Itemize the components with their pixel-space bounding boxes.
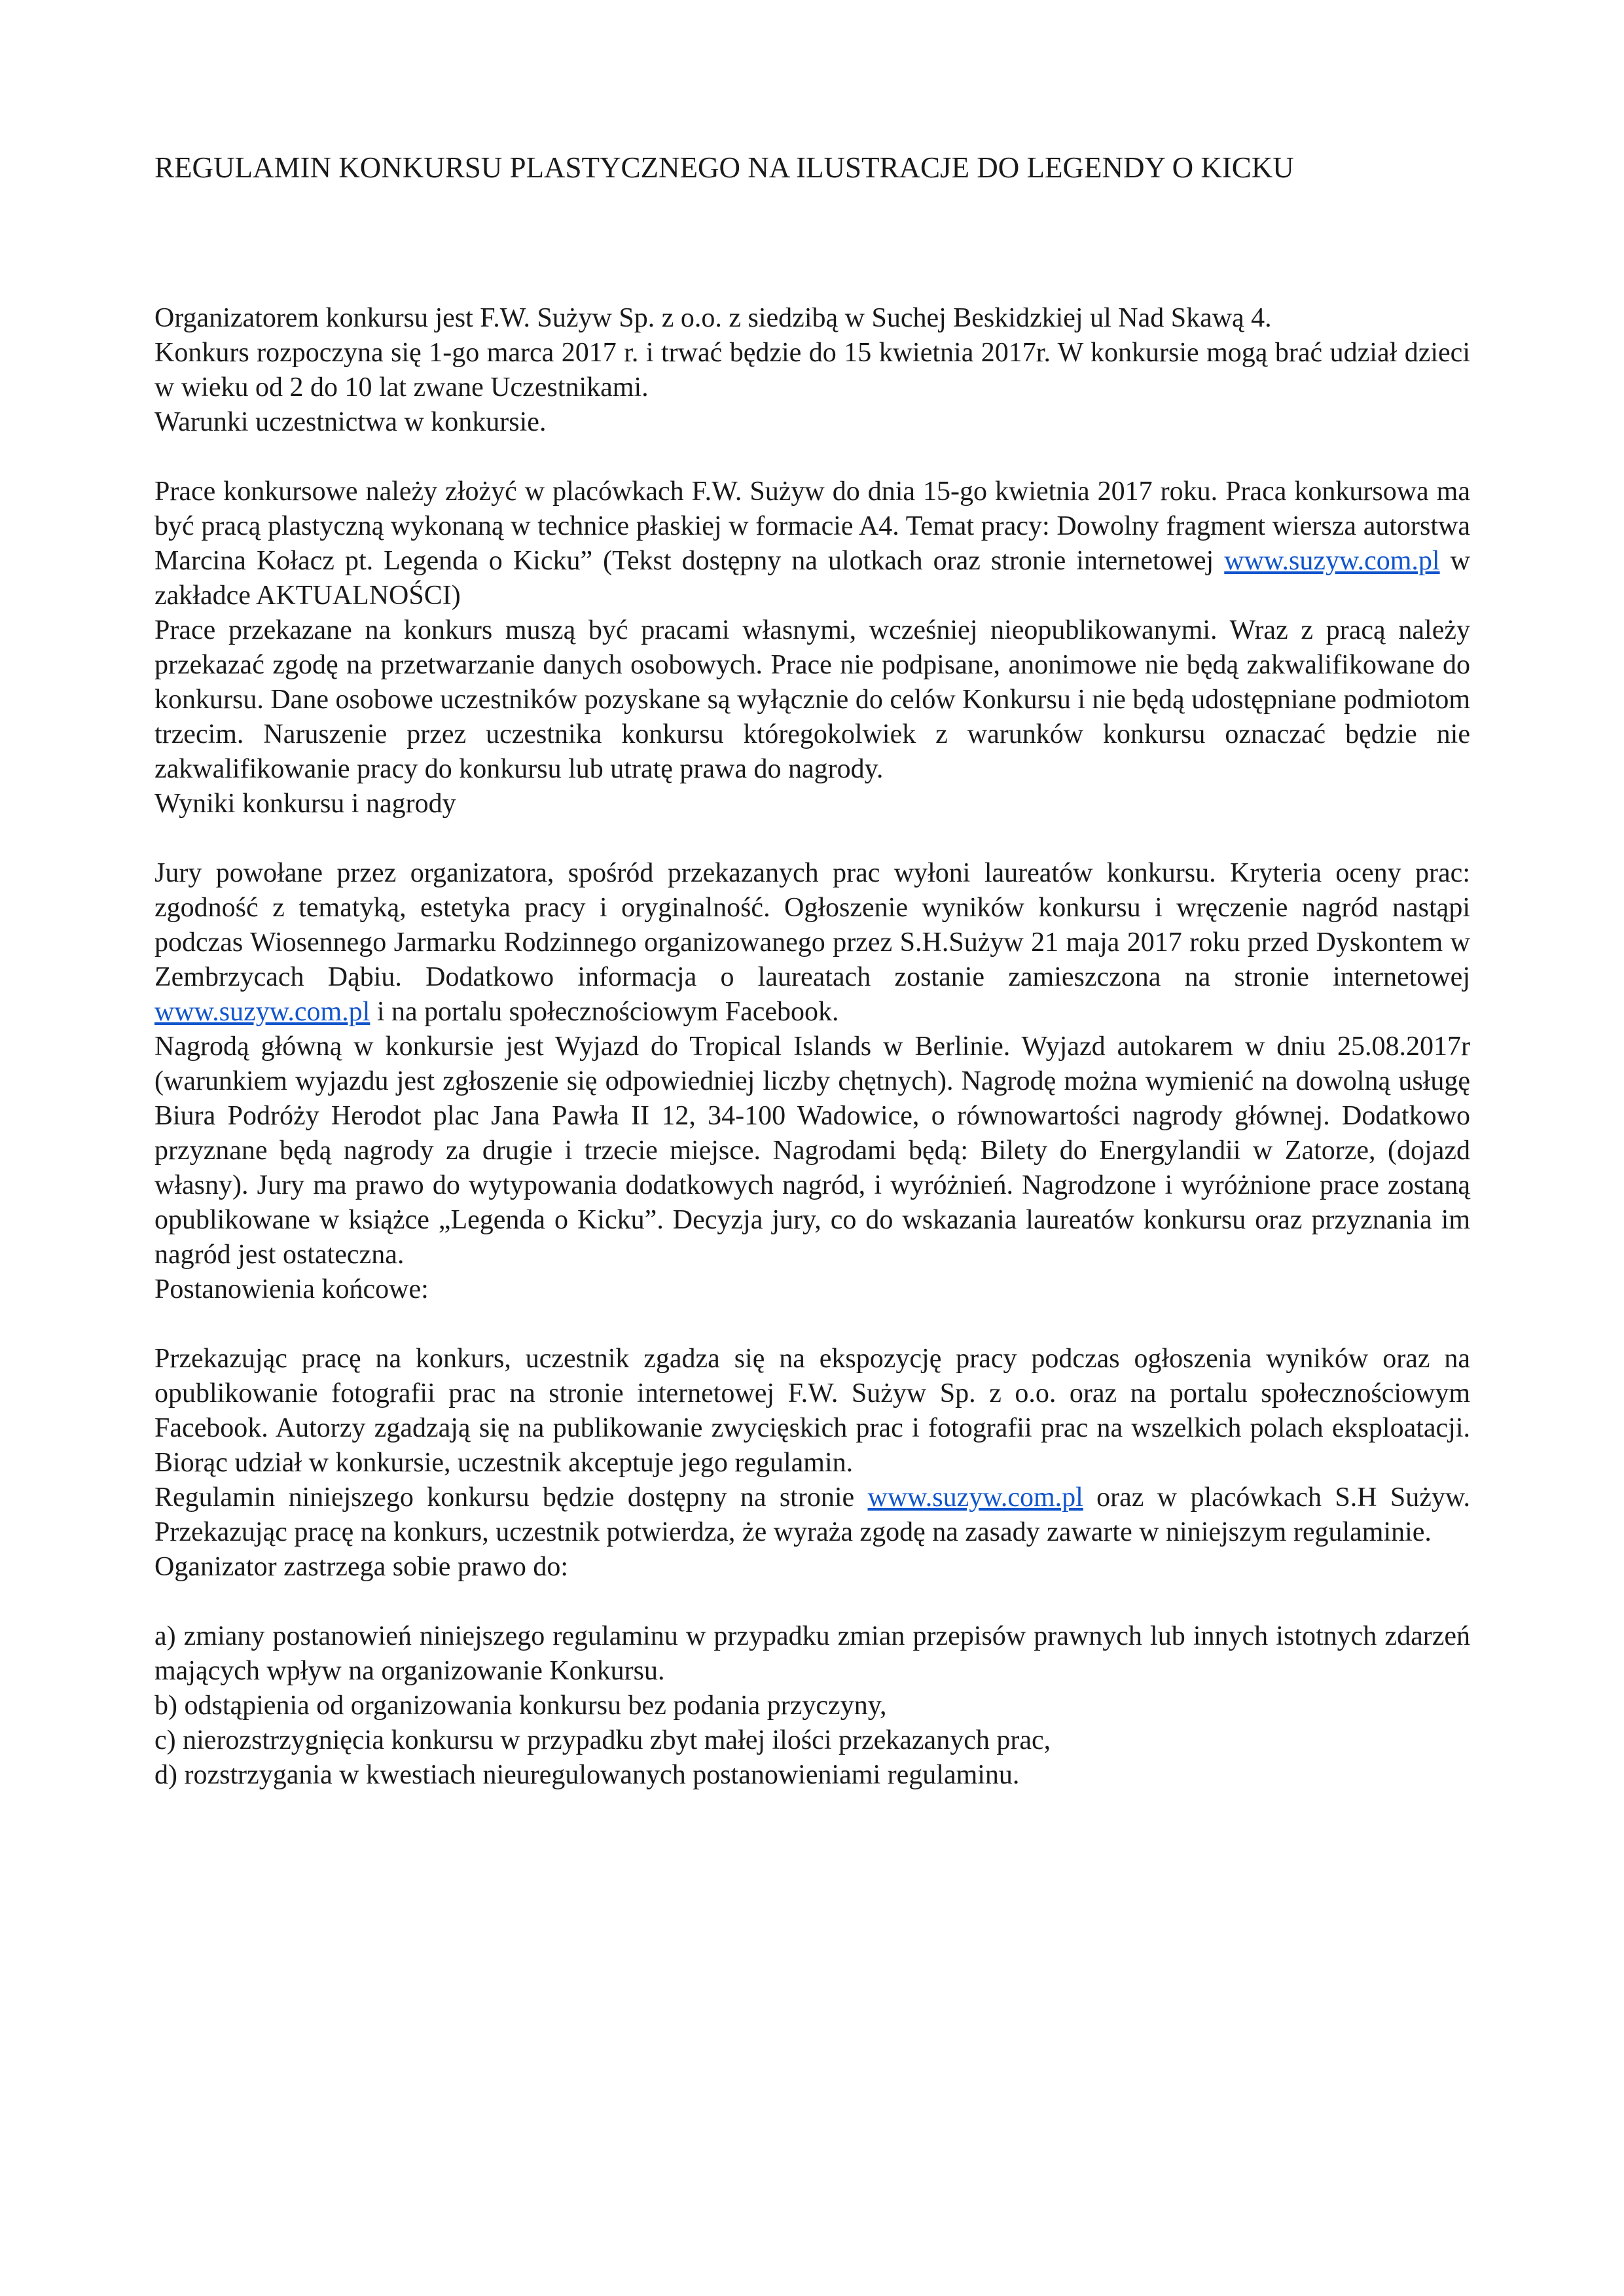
text-segment: oraz w placówkach S.H Sużyw. Przekazując pracę na konkurs, uczestnik potwierdza, że wyraża zgodę na zasady zawarte w niniejszym regulaminie.	[154, 1482, 1470, 1547]
section-heading-warunki: Warunki uczestnictwa w konkursie.	[154, 407, 547, 437]
paragraph-regulamin-dostepny	[154, 1480, 1470, 1550]
section-heading-postanowienia: Postanowienia końcowe:	[154, 1274, 429, 1304]
paragraph-prace-konkursowe	[154, 475, 1470, 613]
section-heading-zastrzezenia: Oganizator zastrzega sobie prawo do:	[154, 1552, 569, 1582]
list-item: d) rozstrzygania w kwestiach nieuregulowanych postanowieniami regulaminu.	[154, 1760, 1020, 1790]
text-segment: Jury powołane przez organizatora, spośród przekazanych prac wyłoni laureatów konkursu. Kryteria oceny prac: zgodność z tematyką, estetyka pracy i oryginalność. Ogłoszenie wyników konkursu i wręczenie nagród nastąpi podczas Wiosennego Jarmarku Rodzinnego organizowanego przez S.H.Sużyw 21 maja 2017 roku przed Dyskontem w Zembrzycach Dąbiu. Dodatkowo informacja o laureatach zostanie zamieszczona na stronie internetowej	[154, 858, 1470, 992]
document-body	[154, 301, 1470, 1793]
website-link[interactable]: www.suzyw.com.pl	[1224, 546, 1440, 576]
paragraph-przekazujac: Przekazując pracę na konkurs, uczestnik zgadza się na ekspozycję pracy podczas ogłoszenia wyników oraz na opublikowanie fotografii prac na stronie internetowej F.W. Sużyw Sp. z o.o. oraz na portalu społecznościowym Facebook. Autorzy zgadzają się na publikowanie zwycięskich prac i fotografii prac na wszelkich polach eksploatacji. Biorąc udział w konkursie, uczestnik akceptuje jego regulamin.	[154, 1344, 1470, 1478]
intro-line-1: Organizatorem konkursu jest F.W. Sużyw Sp. z o.o. z siedzibą w Suchej Beskidzkiej ul Nad Skawą 4.	[154, 303, 1272, 333]
text-segment: Regulamin niniejszego konkursu będzie dostępny na stronie	[154, 1482, 868, 1513]
text-segment: Prace konkursowe należy złożyć w placówkach F.W. Sużyw do dnia 15-go kwietnia 2017 roku. Praca konkursowa ma być pracą plastyczną wykonaną w technice płaskiej w formacie A4. Temat pracy: Dowolny fragment wiersza autorstwa Marcina Kołacz pt. Legenda o Kicku” (Tekst dostępny na ulotkach oraz stronie internetowej	[154, 476, 1470, 576]
website-link[interactable]: www.suzyw.com.pl	[154, 997, 370, 1027]
intro-paragraph: Konkurs rozpoczyna się 1-go marca 2017 r. i trwać będzie do 15 kwietnia 2017r. W konkursie mogą brać udział dzieci w wieku od 2 do 10 lat zwane Uczestnikami.	[154, 338, 1470, 403]
text-segment: i na portalu społecznościowym Facebook.	[370, 997, 839, 1027]
paragraph-prace-przekazane: Prace przekazane na konkurs muszą być pracami własnymi, wcześniej nieopublikowanymi. Wraz z pracą należy przekazać zgodę na przetwarzanie danych osobowych. Prace nie podpisane, anonimowe nie będą zakwalifikowane do konkursu. Dane osobowe uczestników pozyskane są wyłącznie do celów Konkursu i nie będą udostępniane podmiotom trzecim. Naruszenie przez uczestnika konkursu któregokolwiek z warunków konkursu oznaczać będzie nie zakwalifikowanie pracy do konkursu lub utratę prawa do nagrody.	[154, 615, 1470, 784]
paragraph-jury	[154, 856, 1470, 1030]
document-title: REGULAMIN KONKURSU PLASTYCZNEGO NA ILUSTRACJE DO LEGENDY O KICKU	[154, 151, 1294, 184]
list-item: b) odstąpienia od organizowania konkursu bez podania przyczyny,	[154, 1691, 887, 1721]
section-heading-wyniki: Wyniki konkursu i nagrody	[154, 789, 456, 819]
paragraph-nagroda: Nagrodą główną w konkursie jest Wyjazd do Tropical Islands w Berlinie. Wyjazd autokarem w dniu 25.08.2017r (warunkiem wyjazdu jest zgłoszenie się odpowiedniej liczby chętnych). Nagrodę można wymienić na dowolną usługę Biura Podróży Herodot plac Jana Pawła II 12, 34-100 Wadowice, o równowartości nagrody głównej. Dodatkowo przyznane będą nagrody za drugie i trzecie miejsce. Nagrodami będą: Bilety do Energylandii w Zatorze, (dojazd własny). Jury ma prawo do wytypowania dodatkowych nagród, i wyróżnień. Nagrodzone i wyróżnione prace zostaną opublikowane w książce „Legenda o Kicku”. Decyzja jury, co do wskazania laureatów konkursu oraz przyznania im nagród jest ostateczna.	[154, 1031, 1470, 1270]
list-item: c) nierozstrzygnięcia konkursu w przypadku zbyt małej ilości przekazanych prac,	[154, 1725, 1051, 1755]
list-item: a) zmiany postanowień niniejszego regulaminu w przypadku zmian przepisów prawnych lub innych istotnych zdarzeń mających wpływ na organizowanie Konkursu.	[154, 1621, 1470, 1686]
text-segment: w zakładce AKTUALNOŚCI)	[154, 546, 1470, 611]
website-link[interactable]: www.suzyw.com.pl	[867, 1482, 1083, 1513]
